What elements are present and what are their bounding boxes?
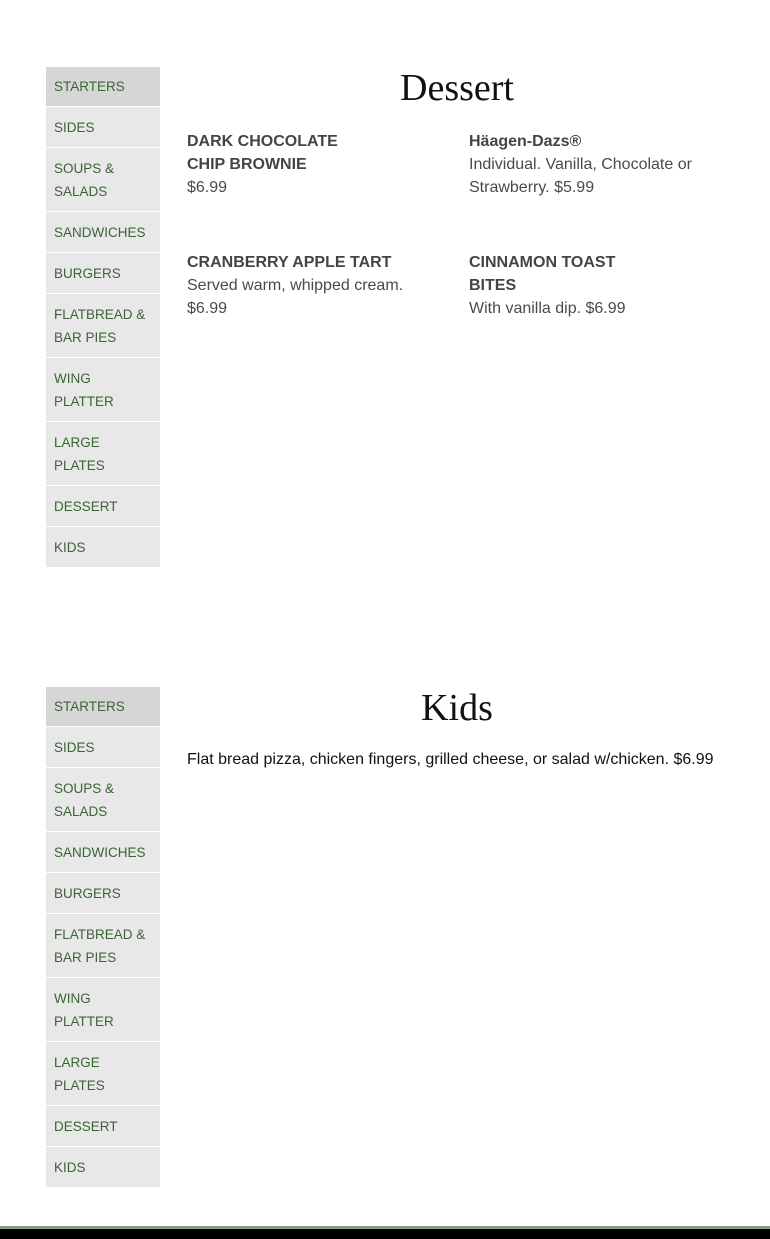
nav-item-dessert[interactable]: DESSERT	[46, 486, 160, 527]
nav-item-burgers[interactable]: BURGERS	[46, 253, 160, 294]
menu-item-description: With vanilla dip.	[469, 300, 586, 317]
nav-item-starters[interactable]: STARTERS	[46, 67, 160, 107]
menu-item-price: $5.99	[554, 179, 595, 196]
menu-item-name: DARK CHOCOLATE CHIP BROWNIE	[187, 133, 338, 173]
menu-item	[187, 130, 377, 199]
menu-item-name: Häagen-Dazs®	[469, 133, 582, 150]
kids-menu-description: Flat bread pizza, chicken fingers, grilled cheese, or salad w/chicken. $6.99	[187, 751, 714, 768]
menu-item-price: $6.99	[187, 300, 228, 317]
nav-item-sandwiches[interactable]: SANDWICHES	[46, 832, 160, 873]
dessert-content	[187, 67, 727, 317]
nav-item-sides[interactable]: SIDES	[46, 107, 160, 148]
menu-item-description: Individual. Vanilla, Chocolate or Strawberry.	[469, 156, 692, 196]
menu-item	[469, 251, 639, 320]
menu-category-nav	[46, 67, 160, 567]
menu-item-description: Served warm, whipped cream.	[187, 277, 404, 294]
nav-item-soups-salads[interactable]: SOUPS & SALADS	[46, 768, 160, 832]
nav-item-burgers[interactable]: BURGERS	[46, 873, 160, 914]
nav-item-soups-salads[interactable]: SOUPS & SALADS	[46, 148, 160, 212]
nav-item-sides[interactable]: SIDES	[46, 727, 160, 768]
footer-bar	[0, 1226, 770, 1239]
nav-item-sandwiches[interactable]: SANDWICHES	[46, 212, 160, 253]
nav-item-large-plates[interactable]: LARGE PLATES	[46, 422, 160, 486]
kids-content	[187, 687, 727, 771]
nav-item-starters[interactable]: STARTERS	[46, 687, 160, 727]
nav-item-wing-platter[interactable]: WING PLATTER	[46, 978, 160, 1042]
nav-item-flatbread-bar-pies[interactable]: FLATBREAD & BAR PIES	[46, 294, 160, 358]
menu-category-nav	[46, 687, 160, 1187]
nav-item-wing-platter[interactable]: WING PLATTER	[46, 358, 160, 422]
menu-item-name: CINNAMON TOAST BITES	[469, 254, 616, 294]
menu-item-price: $6.99	[585, 300, 626, 317]
nav-item-kids[interactable]: KIDS	[54, 540, 86, 555]
menu-item	[187, 251, 427, 320]
nav-item-kids[interactable]: KIDS	[54, 1160, 86, 1175]
menu-item	[469, 130, 714, 199]
section-title: Kids	[421, 687, 493, 729]
nav-item-large-plates[interactable]: LARGE PLATES	[46, 1042, 160, 1106]
menu-item-price: $6.99	[187, 179, 228, 196]
nav-item-dessert[interactable]: DESSERT	[46, 1106, 160, 1147]
nav-item-flatbread-bar-pies[interactable]: FLATBREAD & BAR PIES	[46, 914, 160, 978]
menu-item-name: CRANBERRY APPLE TART	[187, 254, 392, 271]
section-title: Dessert	[400, 67, 514, 109]
